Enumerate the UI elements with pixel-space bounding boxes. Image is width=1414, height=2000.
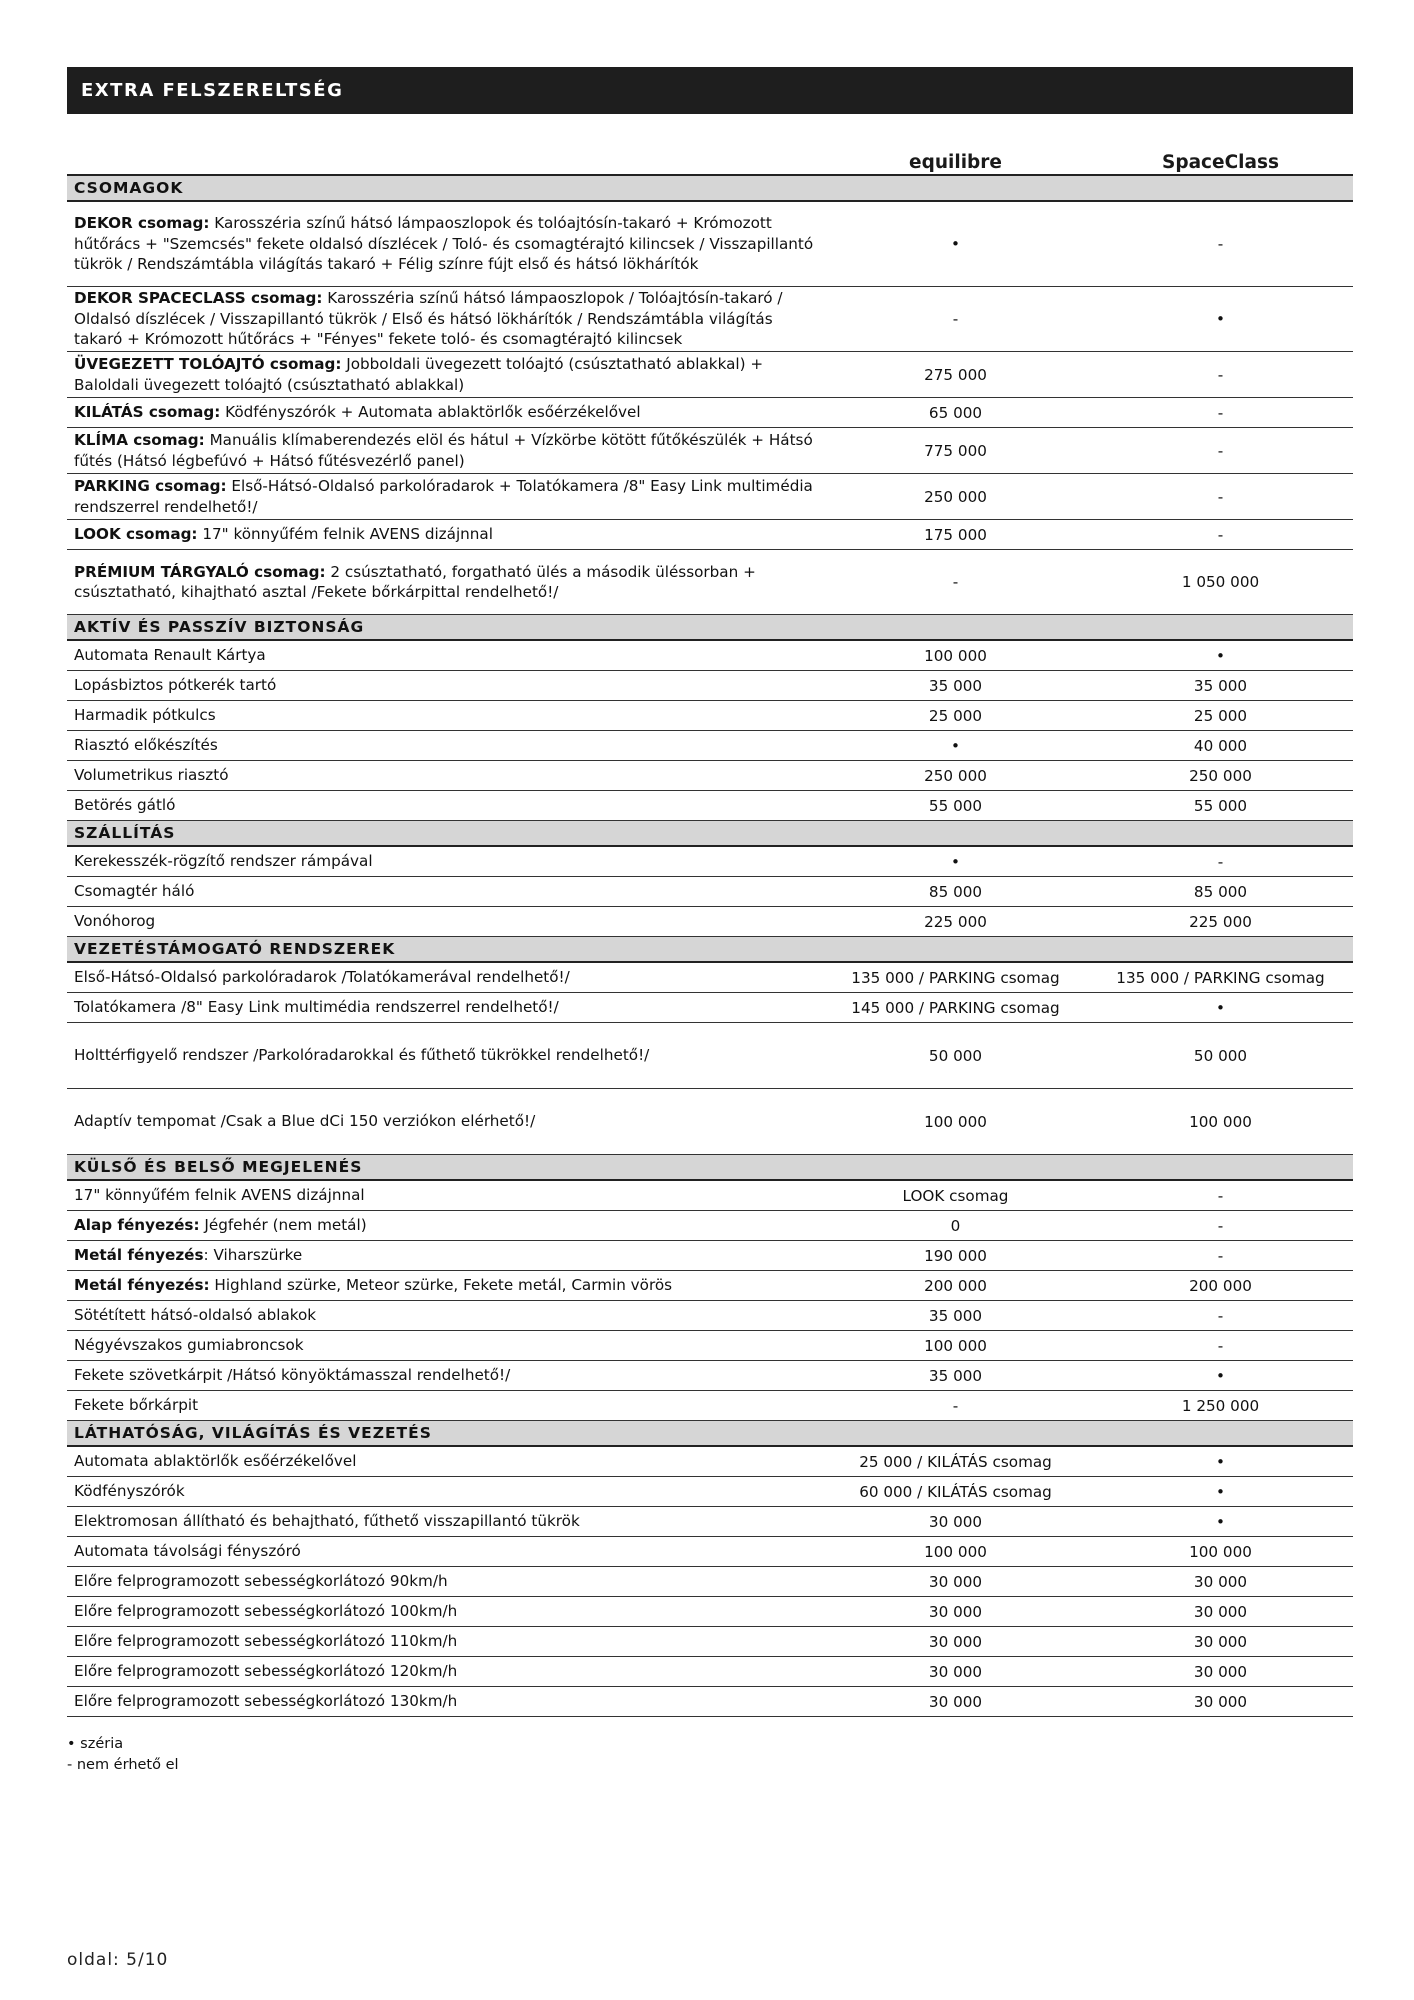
table-row <box>67 1241 1353 1271</box>
value-spaceclass: 30 000 <box>1088 1567 1353 1597</box>
feature-label <box>67 907 823 937</box>
section-header-row <box>67 937 1353 963</box>
value-spaceclass: • <box>1088 1446 1353 1477</box>
value-equilibre: 65 000 <box>823 398 1088 428</box>
table-row <box>67 1687 1353 1717</box>
legend <box>67 1734 179 1776</box>
feature-label-text: Holttérfigyelő rendszer /Parkolóradarokkal és fűthető tükrökkel rendelhető!/ <box>74 1046 650 1065</box>
value-spaceclass: 100 000 <box>1088 1537 1353 1567</box>
table-row <box>67 474 1353 520</box>
feature-label <box>67 1211 823 1241</box>
table-row <box>67 907 1353 937</box>
feature-label <box>67 1687 823 1717</box>
feature-label-text: Első-Hátsó-Oldalsó parkolóradarok + Tolatókamera /8" Easy Link multimédia rendszerrel rendelhető!/ <box>74 477 813 516</box>
value-spaceclass: 25 000 <box>1088 701 1353 731</box>
feature-label <box>67 962 823 993</box>
value-spaceclass: 50 000 <box>1088 1023 1353 1089</box>
table-row <box>67 398 1353 428</box>
table-row <box>67 846 1353 877</box>
value-spaceclass: - <box>1088 1241 1353 1271</box>
section-title: VEZETÉSTÁMOGATÓ RENDSZEREK <box>67 937 1353 963</box>
value-equilibre: 30 000 <box>823 1597 1088 1627</box>
value-equilibre: 225 000 <box>823 907 1088 937</box>
section-title: CSOMAGOK <box>67 175 1353 201</box>
feature-label <box>67 398 823 428</box>
feature-label <box>67 1391 823 1421</box>
value-spaceclass: • <box>1088 1507 1353 1537</box>
value-spaceclass: - <box>1088 428 1353 474</box>
value-spaceclass: 30 000 <box>1088 1687 1353 1717</box>
value-equilibre: 35 000 <box>823 1301 1088 1331</box>
table-row <box>67 1507 1353 1537</box>
feature-label <box>67 1537 823 1567</box>
value-equilibre: 190 000 <box>823 1241 1088 1271</box>
page-title-bar <box>67 67 1353 114</box>
feature-label <box>67 731 823 761</box>
legend-unavailable: - nem érhető el <box>67 1757 179 1773</box>
table-row <box>67 352 1353 398</box>
table-row <box>67 287 1353 352</box>
table-row <box>67 1446 1353 1477</box>
table-row <box>67 731 1353 761</box>
value-equilibre: 30 000 <box>823 1567 1088 1597</box>
table-row <box>67 201 1353 287</box>
section-title: LÁTHATÓSÁG, VILÁGÍTÁS ÉS VEZETÉS <box>67 1421 1353 1447</box>
feature-label <box>67 846 823 877</box>
feature-label-bold: LOOK csomag: <box>74 525 198 544</box>
value-spaceclass: 35 000 <box>1088 671 1353 701</box>
value-spaceclass: 1 050 000 <box>1088 550 1353 615</box>
feature-label-text: 2 csúsztatható, forgatható ülés a második üléssorban + csúsztatható, kihajtható asztal /Fekete bőrkárpittal rendelhető!/ <box>74 562 756 601</box>
value-spaceclass: 200 000 <box>1088 1271 1353 1301</box>
feature-label <box>67 1477 823 1507</box>
value-spaceclass: 40 000 <box>1088 731 1353 761</box>
feature-label <box>67 1361 823 1391</box>
feature-label <box>67 1567 823 1597</box>
table-row <box>67 640 1353 671</box>
value-spaceclass: - <box>1088 1211 1353 1241</box>
value-equilibre: 100 000 <box>823 640 1088 671</box>
feature-label-text: Előre felprogramozott sebességkorlátozó 100km/h <box>74 1602 458 1621</box>
value-equilibre: 25 000 / KILÁTÁS csomag <box>823 1446 1088 1477</box>
table-row <box>67 1023 1353 1089</box>
table-row <box>67 1331 1353 1361</box>
legend-standard: • széria <box>67 1736 124 1752</box>
feature-label-text: Sötétített hátsó-oldalsó ablakok <box>74 1306 317 1325</box>
value-equilibre: 25 000 <box>823 701 1088 731</box>
feature-label-text: Csomagtér háló <box>74 882 195 901</box>
feature-label <box>67 1331 823 1361</box>
value-spaceclass: - <box>1088 520 1353 550</box>
value-equilibre: 50 000 <box>823 1023 1088 1089</box>
value-spaceclass: - <box>1088 1301 1353 1331</box>
feature-label <box>67 352 823 398</box>
feature-label <box>67 1301 823 1331</box>
feature-label-text: Ködfényszórók <box>74 1482 185 1501</box>
feature-label <box>67 761 823 791</box>
feature-column-header <box>67 140 823 175</box>
value-spaceclass: 85 000 <box>1088 877 1353 907</box>
feature-label-text: 17" könnyűfém felnik AVENS dizájnnal <box>197 525 493 544</box>
feature-label <box>67 1657 823 1687</box>
value-spaceclass: • <box>1088 1361 1353 1391</box>
value-spaceclass: 135 000 / PARKING csomag <box>1088 962 1353 993</box>
feature-label-text: Karosszéria színű hátsó lámpaoszlopok / Tolóajtósín-takaró / Oldalsó díszlécek / Visszapillantó tükrök / Első és hátsó lökhárítók / Rendszámtábla világítás takaró + Krómozott hűtőrács + "Fényes" fekete toló- és csomagtérajtó kilincsek <box>74 289 783 349</box>
feature-label-text: Első-Hátsó-Oldalsó parkolóradarok /Tolatókamerával rendelhető!/ <box>74 968 570 987</box>
section-header-row <box>67 615 1353 641</box>
feature-label <box>67 1507 823 1537</box>
table-row <box>67 1361 1353 1391</box>
feature-label-bold: Metál fényezés: <box>74 1276 210 1295</box>
equipment-table-body <box>67 175 1353 1717</box>
table-row <box>67 701 1353 731</box>
feature-label-text: Adaptív tempomat /Csak a Blue dCi 150 verziókon elérhető!/ <box>74 1112 536 1131</box>
section-header-row <box>67 175 1353 201</box>
feature-label <box>67 520 823 550</box>
feature-label-text: Jobboldali üvegezett tolóajtó (csúsztatható ablakkal) + Baloldali üvegezett tolóajtó (csúsztatható ablakkal) <box>74 355 764 394</box>
column-header-equilibre: equilibre <box>823 140 1088 175</box>
value-equilibre: 200 000 <box>823 1271 1088 1301</box>
value-spaceclass: 100 000 <box>1088 1089 1353 1155</box>
feature-label-bold: ÜVEGEZETT TOLÓAJTÓ csomag: <box>74 355 342 373</box>
value-equilibre: 35 000 <box>823 671 1088 701</box>
value-spaceclass: - <box>1088 352 1353 398</box>
feature-label-bold: PARKING csomag: <box>74 477 227 495</box>
table-row <box>67 1597 1353 1627</box>
feature-label-text: Volumetrikus riasztó <box>74 766 229 785</box>
table-row <box>67 761 1353 791</box>
feature-label-text: Karosszéria színű hátsó lámpaoszlopok és tolóajtósín-takaró + Krómozott hűtőrács + "Szemcsés" fekete oldalsó díszlécek / Toló- és csomagtérajtó kilincsek / Visszapillantó tükrök / Rendszámtábla világítás takaró + Félig színre fújt első és hátsó lökhárítók <box>74 214 814 274</box>
feature-label-text: Automata távolsági fényszóró <box>74 1542 301 1561</box>
value-spaceclass: 30 000 <box>1088 1627 1353 1657</box>
feature-label-text: Manuális klímaberendezés elöl és hátul + Vízkörbe kötött fűtőkészülék + Hátsó fűtés (Hátsó légbefúvó + Hátsó fűtésvezérlő panel) <box>74 431 813 470</box>
table-row <box>67 877 1353 907</box>
section-header-row <box>67 1155 1353 1181</box>
table-row <box>67 962 1353 993</box>
value-equilibre: 30 000 <box>823 1687 1088 1717</box>
feature-label-text: Tolatókamera /8" Easy Link multimédia rendszerrel rendelhető!/ <box>74 998 559 1017</box>
table-row <box>67 520 1353 550</box>
column-header-row <box>67 140 1353 175</box>
equipment-table <box>67 140 1353 1717</box>
feature-label-text: Ködfényszórók + Automata ablaktörlők esőérzékelővel <box>220 403 641 422</box>
feature-label <box>67 550 823 615</box>
table-row <box>67 1567 1353 1597</box>
table-row <box>67 1089 1353 1155</box>
table-row <box>67 791 1353 821</box>
feature-label <box>67 1089 823 1155</box>
feature-label <box>67 1023 823 1089</box>
feature-label-text: Előre felprogramozott sebességkorlátozó 120km/h <box>74 1662 458 1681</box>
value-equilibre: 250 000 <box>823 474 1088 520</box>
value-spaceclass: 1 250 000 <box>1088 1391 1353 1421</box>
value-equilibre: 250 000 <box>823 761 1088 791</box>
table-row <box>67 1477 1353 1507</box>
feature-label <box>67 287 823 352</box>
feature-label-text: Automata ablaktörlők esőérzékelővel <box>74 1452 357 1471</box>
feature-label <box>67 1271 823 1301</box>
feature-label-text: 17" könnyűfém felnik AVENS dizájnnal <box>74 1186 365 1205</box>
feature-label <box>67 993 823 1023</box>
section-title: AKTÍV ÉS PASSZÍV BIZTONSÁG <box>67 615 1353 641</box>
value-spaceclass: 30 000 <box>1088 1597 1353 1627</box>
value-spaceclass: • <box>1088 993 1353 1023</box>
feature-label-text: Automata Renault Kártya <box>74 646 266 665</box>
value-equilibre: 85 000 <box>823 877 1088 907</box>
value-equilibre: 30 000 <box>823 1507 1088 1537</box>
feature-label-text: : Viharszürke <box>203 1246 303 1265</box>
feature-label-text: Lopásbiztos pótkerék tartó <box>74 676 277 695</box>
feature-label-text: Riasztó előkészítés <box>74 736 218 755</box>
table-row <box>67 993 1353 1023</box>
feature-label <box>67 1627 823 1657</box>
feature-label <box>67 640 823 671</box>
feature-label-bold: Metál fényezés <box>74 1246 204 1265</box>
value-equilibre: 100 000 <box>823 1089 1088 1155</box>
value-equilibre: LOOK csomag <box>823 1180 1088 1211</box>
feature-label-bold: Alap fényezés: <box>74 1216 200 1235</box>
feature-label <box>67 201 823 287</box>
value-spaceclass: - <box>1088 474 1353 520</box>
value-equilibre: 135 000 / PARKING csomag <box>823 962 1088 993</box>
value-spaceclass: 225 000 <box>1088 907 1353 937</box>
feature-label <box>67 1241 823 1271</box>
value-equilibre: - <box>823 1391 1088 1421</box>
value-spaceclass: • <box>1088 1477 1353 1507</box>
value-spaceclass: - <box>1088 201 1353 287</box>
feature-label-text: Elektromosan állítható és behajtható, fűthető visszapillantó tükrök <box>74 1512 580 1531</box>
feature-label-text: Harmadik pótkulcs <box>74 706 216 725</box>
value-equilibre: 775 000 <box>823 428 1088 474</box>
feature-label <box>67 877 823 907</box>
value-spaceclass: 250 000 <box>1088 761 1353 791</box>
section-title: SZÁLLÍTÁS <box>67 821 1353 847</box>
feature-label-text: Jégfehér (nem metál) <box>199 1216 367 1235</box>
feature-label <box>67 701 823 731</box>
table-row <box>67 1211 1353 1241</box>
feature-label <box>67 671 823 701</box>
feature-label-text: Fekete bőrkárpit <box>74 1396 199 1415</box>
table-row <box>67 428 1353 474</box>
value-equilibre: • <box>823 201 1088 287</box>
value-spaceclass: • <box>1088 640 1353 671</box>
value-equilibre: 0 <box>823 1211 1088 1241</box>
feature-label <box>67 474 823 520</box>
value-equilibre: • <box>823 731 1088 761</box>
feature-label-bold: DEKOR SPACECLASS csomag: <box>74 289 323 308</box>
feature-label <box>67 1446 823 1477</box>
value-equilibre: 30 000 <box>823 1657 1088 1687</box>
table-row <box>67 1657 1353 1687</box>
value-equilibre: 175 000 <box>823 520 1088 550</box>
feature-label-text: Vonóhorog <box>74 912 156 931</box>
feature-label-text: Négyévszakos gumiabroncsok <box>74 1336 304 1355</box>
value-spaceclass: 30 000 <box>1088 1657 1353 1687</box>
feature-label-bold: KILÁTÁS csomag: <box>74 403 221 422</box>
feature-label-text: Előre felprogramozott sebességkorlátozó 130km/h <box>74 1692 458 1711</box>
feature-label <box>67 428 823 474</box>
value-spaceclass: - <box>1088 398 1353 428</box>
value-spaceclass: - <box>1088 1180 1353 1211</box>
value-equilibre: 30 000 <box>823 1627 1088 1657</box>
section-header-row <box>67 1421 1353 1447</box>
value-equilibre: - <box>823 550 1088 615</box>
value-equilibre: 60 000 / KILÁTÁS csomag <box>823 1477 1088 1507</box>
value-spaceclass: 55 000 <box>1088 791 1353 821</box>
value-equilibre: 100 000 <box>823 1331 1088 1361</box>
feature-label <box>67 1597 823 1627</box>
feature-label <box>67 1180 823 1211</box>
value-spaceclass: - <box>1088 846 1353 877</box>
table-row <box>67 1301 1353 1331</box>
value-spaceclass: • <box>1088 287 1353 352</box>
feature-label <box>67 791 823 821</box>
table-row <box>67 550 1353 615</box>
section-title: KÜLSŐ ÉS BELSŐ MEGJELENÉS <box>67 1155 1353 1181</box>
feature-label-bold: DEKOR csomag: <box>74 214 210 233</box>
feature-label-bold: KLÍMA csomag: <box>74 431 205 449</box>
value-equilibre: 145 000 / PARKING csomag <box>823 993 1088 1023</box>
feature-label-bold: PRÉMIUM TÁRGYALÓ csomag: <box>74 562 326 581</box>
feature-label-text: Fekete szövetkárpit /Hátsó könyöktámasszal rendelhető!/ <box>74 1366 511 1385</box>
section-header-row <box>67 821 1353 847</box>
feature-label-text: Előre felprogramozott sebességkorlátozó 90km/h <box>74 1572 448 1591</box>
value-equilibre: 275 000 <box>823 352 1088 398</box>
table-row <box>67 1627 1353 1657</box>
table-row <box>67 671 1353 701</box>
value-equilibre: • <box>823 846 1088 877</box>
value-equilibre: 100 000 <box>823 1537 1088 1567</box>
value-spaceclass: - <box>1088 1331 1353 1361</box>
feature-label-text: Betörés gátló <box>74 796 176 815</box>
value-equilibre: 55 000 <box>823 791 1088 821</box>
page-number: oldal: 5/10 <box>67 1950 169 1970</box>
page-title: EXTRA FELSZERELTSÉG <box>81 80 344 101</box>
table-row <box>67 1391 1353 1421</box>
feature-label-text: Kerekesszék-rögzítő rendszer rámpával <box>74 852 373 871</box>
value-equilibre: - <box>823 287 1088 352</box>
feature-label-text: Highland szürke, Meteor szürke, Fekete metál, Carmin vörös <box>209 1276 673 1295</box>
table-row <box>67 1180 1353 1211</box>
feature-label-text: Előre felprogramozott sebességkorlátozó 110km/h <box>74 1632 458 1651</box>
column-header-spaceclass: SpaceClass <box>1088 140 1353 175</box>
table-row <box>67 1271 1353 1301</box>
equipment-table-wrapper <box>67 140 1353 1717</box>
table-row <box>67 1537 1353 1567</box>
value-equilibre: 35 000 <box>823 1361 1088 1391</box>
